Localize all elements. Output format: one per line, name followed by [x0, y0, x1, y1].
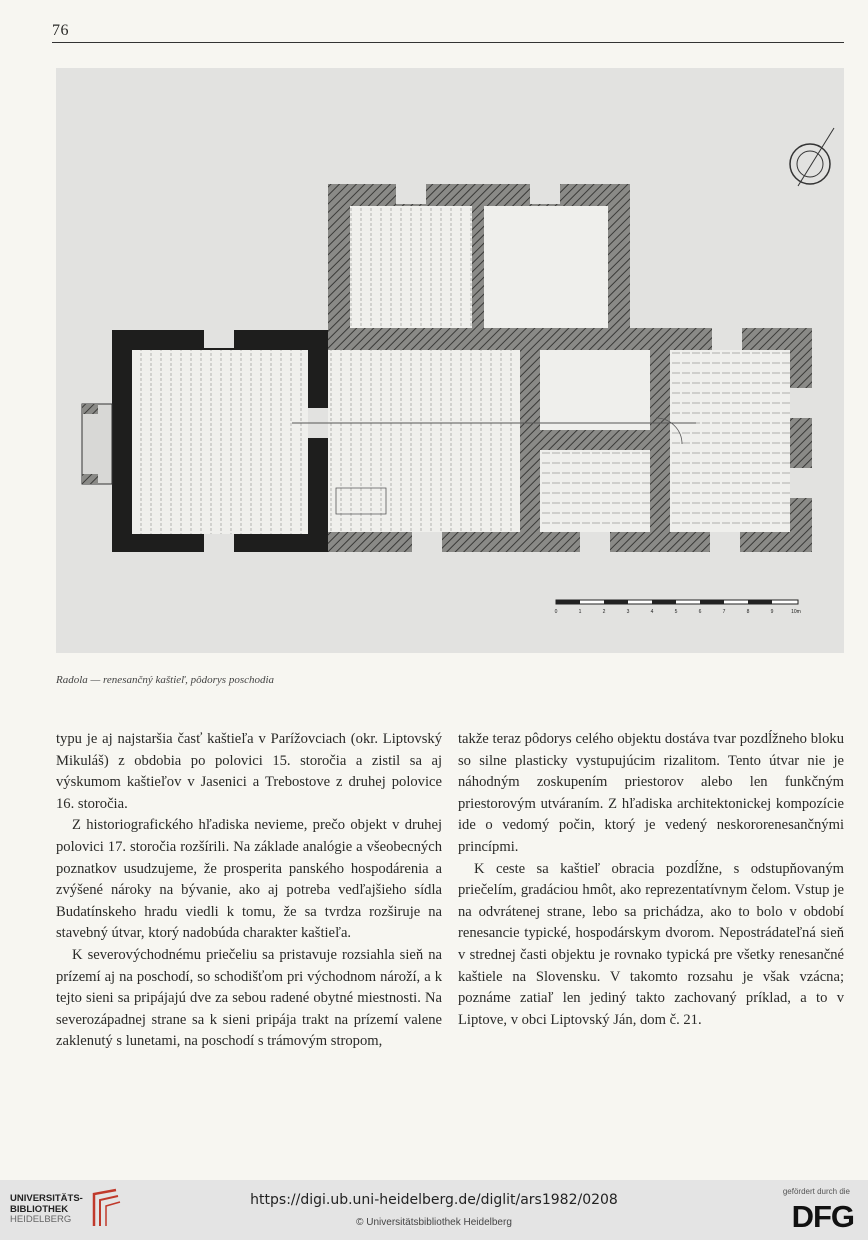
- west-wing: [112, 330, 328, 552]
- scale-label: 8: [746, 609, 750, 615]
- figure-caption: Radola — renesančný kaštieľ, pôdorys poschodia: [56, 674, 275, 686]
- scale-bar: [555, 600, 801, 615]
- scale-label: 9: [770, 609, 774, 615]
- scale-label: 4: [650, 609, 654, 615]
- scale-label: 7: [722, 609, 726, 615]
- right-paragraph-2: K ceste sa kaštieľ obracia pozdĺžne, s odstupňovaným priečelím, gradáciou hmôt, ako reprezentatívnym čelom. Vstup je na odvrátenej strane, lebo sa prichádza, ako to bolo v období renesancie typické, hospodárskym dvorom. Nepostrádateľná sieň v strednej časti objektu je rovnako typická pre všetky renesančné kaštiele na Slovensku. V takomto rozsahu je však vzácna; poznáme zatiaľ len jediný takto zachovaný príklad, a to v Liptove, v obci Liptovský Ján, dom č. 21.: [458, 860, 844, 1028]
- library-line-3: HEIDELBERG: [10, 1214, 72, 1225]
- copyright-notice: © Universitätsbibliothek Heidelberg: [356, 1217, 512, 1228]
- scale-label: 1: [578, 609, 582, 615]
- left-paragraph-1: typu je aj najstaršia časť kaštieľa v Parížovciach (okr. Liptovský Mikuláš) z obdobia po polovici 15. storočia a zistil sa aj výskumom kaštieľov v Jasenici a Trebostove z druhej polovice 16. storočia.: [56, 731, 442, 812]
- funding-note: gefördert durch die: [782, 1187, 850, 1196]
- document-url-link[interactable]: https://digi.ub.uni-heidelberg.de/diglit/ars1982/0208: [250, 1192, 618, 1208]
- library-line-1: UNIVERSITÄTS-: [10, 1193, 83, 1204]
- north-arrow-icon: [790, 128, 834, 186]
- left-paragraph-3: K severovýchodnému priečeliu sa pristavuje rozsiahla sieň na prízemí aj na poschodí, so schodišťom pri východnom nároží, a k tejto sieni sa pripájajú dve za sebou radené obytné miestnosti. Na severozápadnej strane sa k sieni pripája trakt na prízemí valene zaklenutý s lunetami, na poschodí s trámovým stropom,: [56, 946, 442, 1050]
- left-paragraph-2: Z historiografického hľadiska nevieme, prečo objekt v druhej polovici 17. storočia rozšírili. Na základe analógie a všeobecných poznatkov usudzujeme, že prosperita panského hospodárenia a zvýšené nároky na bývanie, ako aj potreba vedľajšieho sídla Budatínskeho hradu viedli k tomu, že sa tvrdza rozširuje na stavebný útvar, ktorý nadobúda charakter kaštieľa.: [56, 817, 442, 942]
- floor-plan-drawing: [56, 68, 844, 653]
- dfg-logo[interactable]: DFG: [791, 1199, 854, 1234]
- central-block: [292, 328, 812, 552]
- west-porch: [82, 404, 112, 484]
- page-number: 76: [52, 22, 69, 39]
- text-column-left: [56, 729, 442, 1053]
- floor-plan-figure: [56, 68, 844, 653]
- library-line-2: BIBLIOTHEK: [10, 1203, 69, 1215]
- right-paragraph-1: takže teraz pôdorys celého objektu dostáva tvar pozdĺžneho bloku so silne plasticky vystupujúcim rizalitom. Tento útvar nie je náhodným zoskupením priestorov alebo len funkčným priestorovým utváraním. Z hľadiska architektonickej kompozície ide o vedomý počin, ktorý je vedený neskororenesančnými princípmi.: [458, 731, 844, 855]
- scale-label: 6: [698, 609, 702, 615]
- text-column-right: [458, 729, 844, 1031]
- scale-label: 10m: [791, 609, 801, 615]
- scale-label: 5: [674, 609, 678, 615]
- north-wing: [328, 184, 630, 334]
- header-rule: [52, 42, 844, 43]
- scale-label: 3: [626, 609, 630, 615]
- scale-label: 0: [554, 609, 558, 615]
- scale-label: 2: [602, 609, 606, 615]
- footer-bar: [0, 1180, 868, 1240]
